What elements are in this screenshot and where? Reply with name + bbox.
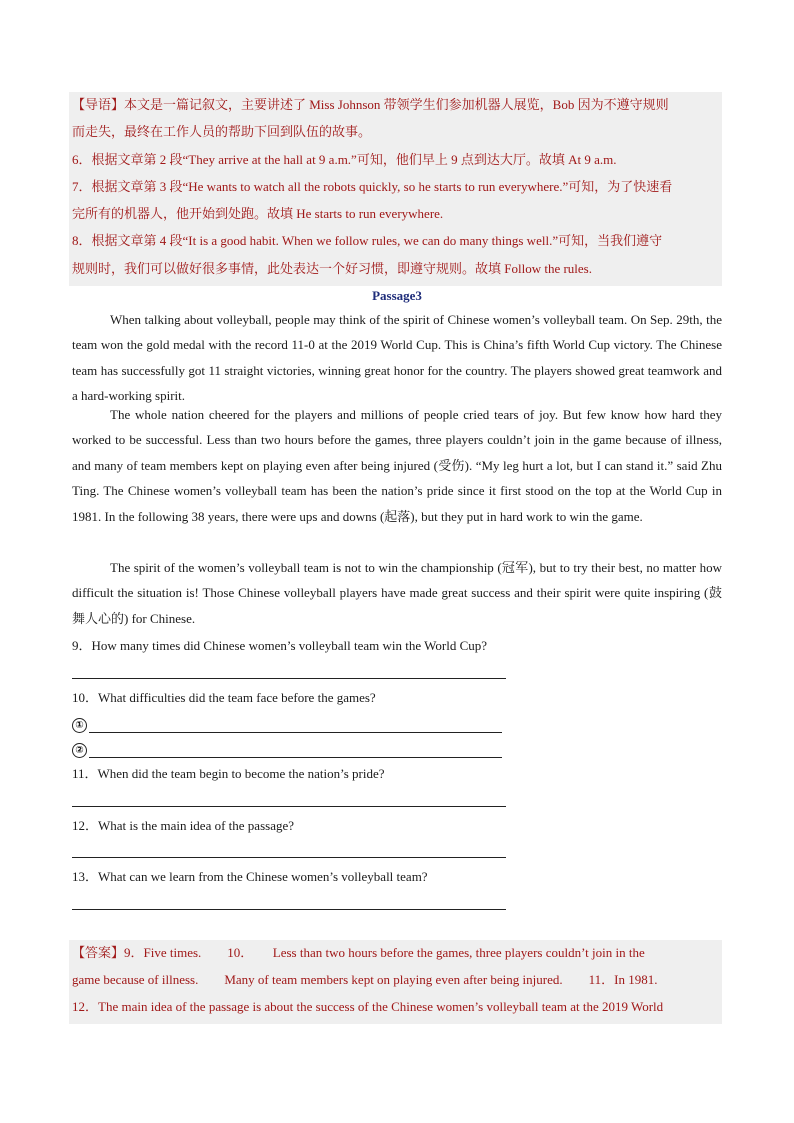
question-13: 13．What can we learn from the Chinese women’s volleyball team? [72, 869, 428, 884]
guide-line: 而走失，最终在工作人员的帮助下回到队伍的故事。 [72, 124, 372, 139]
paragraph-1 [72, 307, 722, 409]
answer-line: 【答案】9．Five times. 10． Less than two hours before the games, three players couldn’t join in the [72, 945, 645, 960]
answer-label: 【答案】 [72, 945, 125, 960]
answer-line-9[interactable] [72, 678, 506, 679]
answer-10-2[interactable] [72, 741, 502, 758]
guide-line: 6．根据文章第 2 段“They arrive at the hall at 9 a.m.”可知，他们早上 9 点到达大厅。故填 At 9 a.m. [72, 152, 617, 167]
question-12: 12．What is the main idea of the passage? [72, 818, 295, 833]
guide-line: 8．根据文章第 4 段“It is a good habit. When we follow rules, we can do many things well.”可知，当我们遵守 [72, 233, 663, 248]
question-9: 9．How many times did Chinese women’s volleyball team win the World Cup? [72, 638, 488, 653]
answer-line: 12．The main idea of the passage is about the success of the Chinese women’s volleyball team at the 2019 World [72, 999, 664, 1014]
answer-line: game because of illness. Many of team members kept on playing even after being injured. 11．In 1981. [72, 972, 658, 987]
guide-line: 【导语】本文是一篇记叙文，主要讲述了 Miss Johnson 带领学生们参加机器人展览，Bob 因为不遵守规则 [72, 97, 669, 112]
paragraph-text: The spirit of the women’s volleyball team is not to win the championship (冠军), but to try their best, no matter how difficult the situation is! Those Chinese volleyball players have made great success and their spirit were quite inspiring (鼓舞人心的) for Chinese. [72, 560, 722, 626]
paragraph-3 [72, 555, 722, 631]
answer-line-12[interactable] [72, 857, 506, 858]
question-11: 11．When did the team begin to become the nation’s pride? [72, 766, 385, 781]
guide-line: 规则时，我们可以做好很多事情，此处表达一个好习惯，即遵守规则。故填 Follow the rules. [72, 261, 592, 276]
answer-10-1[interactable] [72, 716, 502, 733]
passage-title: Passage3 [372, 288, 422, 303]
question-10: 10．What difficulties did the team face before the games? [72, 690, 376, 705]
circled-number-1: ① [72, 718, 87, 733]
guide-line: 完所有的机器人，他开始到处跑。故填 He starts to run everywhere. [72, 206, 444, 221]
guide-block [69, 92, 722, 286]
circled-number-2: ② [72, 743, 87, 758]
answer-block [69, 940, 722, 1024]
answer-line-11[interactable] [72, 806, 506, 807]
paragraph-text: The whole nation cheered for the players and millions of people cried tears of joy. But few know how hard they worked to be successful. Less than two hours before the games, three players couldn’t join in the game because of illness, and many of team members kept on playing even after being injured (受伤). “My leg hurt a lot, but I can stand it.” said Zhu Ting. The Chinese women’s volleyball team has been the nation’s pride since it first stood on the top at the World Cup in 1981. In the following 38 years, there were ups and downs (起落), but they put in hard work to win the game. [72, 407, 722, 524]
paragraph-2 [72, 402, 722, 529]
answer-line-13[interactable] [72, 909, 506, 910]
paragraph-text: When talking about volleyball, people may think of the spirit of Chinese women’s volleyball team. On Sep. 29th, the team won the gold medal with the record 11-0 at the 2019 World Cup. This is China’s fifth World Cup victory. The Chinese team has successfully got 11 straight victories, winning great honor for the country. The players showed great teamwork and a hard-working spirit. [72, 312, 722, 404]
guide-line: 7．根据文章第 3 段“He wants to watch all the robots quickly, so he starts to run everywhere.”可知，为了快速看 [72, 179, 673, 194]
